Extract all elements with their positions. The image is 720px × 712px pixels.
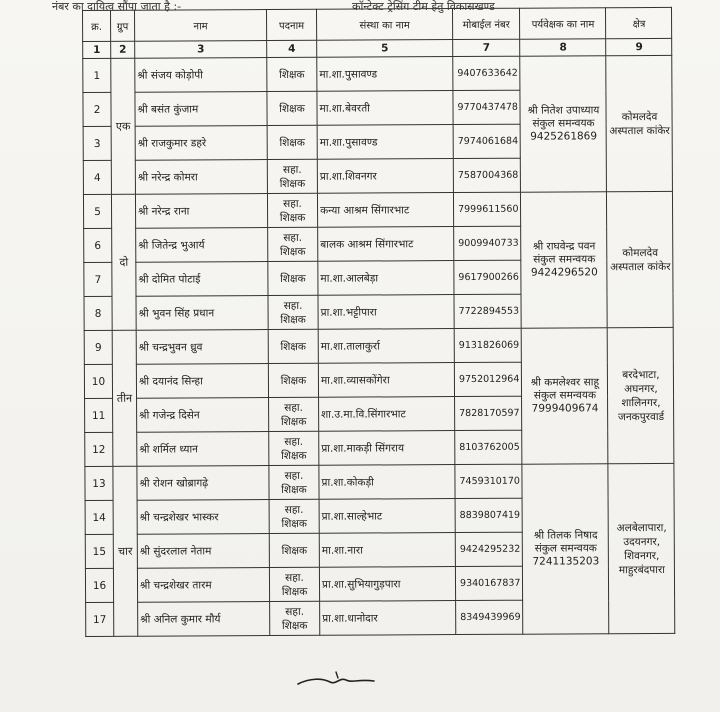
- row-name: श्री संजय कोड़ोपी: [135, 58, 267, 93]
- row-org: मा.शा.तालाकुर्रा: [318, 329, 454, 364]
- row-mobile: 9752012964: [454, 362, 522, 396]
- row-name: श्री सुंदरलाल नेताम: [137, 534, 269, 569]
- row-post: सहा. शिक्षक: [268, 227, 318, 261]
- row-sn: 13: [85, 466, 113, 500]
- row-org: मा.शा.व्यासकोंगेरा: [318, 363, 454, 398]
- row-post: शिक्षक: [269, 533, 319, 567]
- row-mobile: 9770437478: [453, 90, 521, 124]
- row-sn: 17: [86, 602, 114, 636]
- header-org: संस्था का नाम: [316, 9, 452, 41]
- table-row: [83, 55, 673, 92]
- row-post: शिक्षक: [268, 329, 318, 363]
- top-note-right: कॉन्टेक्ट ट्रेसिंग टीम हेतु विकासखण्ड: [352, 0, 495, 13]
- contact-tracing-table: [82, 7, 676, 637]
- row-mobile: 7722894553: [454, 294, 522, 328]
- group-cell: चार: [113, 466, 138, 636]
- supervisor-cell: [522, 464, 609, 634]
- row-post: शिक्षक: [268, 261, 318, 295]
- row-post: सहा. शिक्षक: [269, 431, 319, 465]
- row-org: प्रा.शा.शिवनगर: [317, 159, 453, 194]
- row-sn: 16: [85, 568, 113, 602]
- row-post: सहा. शिक्षक: [269, 397, 319, 431]
- row-post: शिक्षक: [267, 91, 317, 125]
- row-mobile: 7828170597: [455, 396, 523, 430]
- row-sn: 12: [85, 432, 113, 466]
- col-index: 5: [317, 40, 453, 58]
- row-mobile: 7999611560: [453, 192, 521, 226]
- row-post: शिक्षक: [267, 57, 317, 91]
- supervisor-phone: 9425261869: [530, 130, 598, 143]
- row-org: कन्या आश्रम सिंगारभाट: [317, 193, 453, 228]
- signature-mark: [296, 668, 376, 692]
- row-mobile: 8839807419: [455, 498, 523, 532]
- header-group: ग्रुप: [111, 10, 135, 41]
- row-mobile: 9340167837: [455, 566, 523, 600]
- row-post: सहा. शिक्षक: [269, 567, 319, 601]
- row-name: श्री रोशन खोब्रागढ़े: [137, 466, 269, 501]
- area-cell: कोमलदेव अस्पताल कांकेर: [607, 191, 674, 327]
- table-row: [83, 191, 673, 228]
- header-area: क्षेत्र: [606, 7, 672, 38]
- row-name: श्री दयानंद सिन्हा: [136, 364, 268, 399]
- area-cell: बरदेभाटा, अघनगर, शालिनगर, जनकपुरवार्ड: [608, 327, 675, 463]
- header-name: नाम: [135, 10, 267, 42]
- col-index: 2: [111, 41, 135, 58]
- row-post: सहा. शिक्षक: [267, 193, 317, 227]
- row-mobile: 9617900266: [454, 260, 522, 294]
- row-sn: 5: [83, 194, 111, 228]
- row-org: बालक आश्रम सिंगारभाट: [318, 227, 454, 262]
- row-post: सहा. शिक्षक: [267, 159, 317, 193]
- row-sn: 11: [85, 398, 113, 432]
- supervisor-name: श्री नितेश उपाध्याय संकुल समन्वयक: [527, 104, 600, 130]
- col-index: 7: [453, 39, 521, 56]
- row-sn: 6: [84, 228, 112, 262]
- group-cell: एक: [111, 58, 136, 194]
- supervisor-name: श्री तिलक निषाद संकुल समन्वयक: [533, 529, 598, 555]
- table-row: [84, 327, 674, 364]
- row-post: शिक्षक: [268, 363, 318, 397]
- row-name: श्री शर्मिल ध्यान: [137, 432, 269, 467]
- row-mobile: 9407633642: [453, 56, 521, 90]
- row-name: श्री भुवन सिंह प्रधान: [136, 296, 268, 331]
- supervisor-phone: 9424296520: [530, 266, 598, 279]
- row-mobile: 7587004368: [453, 158, 521, 192]
- supervisor-cell: [522, 328, 609, 464]
- col-index: 9: [606, 38, 672, 55]
- row-sn: 10: [84, 364, 112, 398]
- row-name: श्री चन्द्रभुवन ध्रुव: [136, 330, 268, 365]
- row-org: प्रा.शा.साल्हेभाट: [319, 499, 455, 534]
- row-post: शिक्षक: [267, 125, 317, 159]
- row-sn: 14: [85, 500, 113, 534]
- row-name: श्री नरेन्द्र राना: [135, 194, 267, 229]
- row-mobile: 9131826069: [454, 328, 522, 362]
- supervisor-phone: 7999409674: [531, 402, 599, 415]
- row-name: श्री अनिल कुमार मौर्य: [138, 602, 270, 637]
- group-cell: तीन: [112, 330, 137, 466]
- header-supervisor: पर्यवेक्षक का नाम: [520, 8, 606, 39]
- col-index: 3: [135, 41, 267, 59]
- row-name: श्री नरेन्द्र कोमरा: [135, 160, 267, 195]
- top-note-left: नंबर का दायित्व सौंपा जाता है :-: [52, 0, 182, 13]
- row-sn: 7: [84, 262, 112, 296]
- row-mobile: 8103762005: [455, 430, 523, 464]
- row-sn: 8: [84, 296, 112, 330]
- row-mobile: 9424295232: [455, 532, 523, 566]
- header-row: [83, 7, 673, 41]
- row-sn: 3: [83, 126, 111, 160]
- header-post: पदनाम: [267, 9, 317, 40]
- col-index: 8: [520, 39, 606, 56]
- row-name: श्री चन्द्रशेखर भास्कर: [137, 500, 269, 535]
- row-sn: 4: [83, 160, 111, 194]
- row-post: सहा. शिक्षक: [270, 601, 320, 635]
- supervisor-cell: [520, 56, 607, 192]
- row-name: श्री चन्द्रशेखर तारम: [137, 568, 269, 603]
- row-sn: 1: [83, 58, 111, 92]
- area-cell: कोमलदेव अस्पताल कांकेर: [606, 55, 673, 191]
- col-index: 1: [83, 41, 111, 58]
- group-cell: दो: [111, 194, 136, 330]
- row-org: मा.शा.आलबेड़ा: [318, 261, 454, 296]
- row-name: श्री गजेन्द्र दिसेन: [137, 398, 269, 433]
- row-org: प्रा.शा.कोकड़ी: [319, 465, 455, 500]
- row-sn: 15: [85, 534, 113, 568]
- supervisor-cell: [521, 192, 608, 328]
- supervisor-name: श्री राघवेन्द्र पवन संकुल समन्वयक: [532, 240, 596, 266]
- area-cell: अलबेलापारा, उदयनगर, शिवनगर, माहुरबंदपारा: [608, 463, 675, 633]
- row-org: शा.उ.मा.वि.सिंगारभाट: [319, 397, 455, 432]
- row-sn: 9: [84, 330, 112, 364]
- row-name: श्री बसंत कुंजाम: [135, 92, 267, 127]
- supervisor-phone: 7241135203: [532, 555, 600, 568]
- row-org: मा.शा.पुसावण्ड: [317, 57, 453, 92]
- row-org: मा.शा.नारा: [319, 533, 455, 568]
- row-org: प्रा.शा.धानोदार: [320, 601, 456, 636]
- row-post: सहा. शिक्षक: [268, 295, 318, 329]
- supervisor-name: श्री कमलेश्वर साहू संकुल समन्वयक: [530, 376, 600, 402]
- row-org: प्रा.शा.भट्टीपारा: [318, 295, 454, 330]
- row-mobile: 9009940733: [454, 226, 522, 260]
- row-name: श्री जितेन्द्र भुआर्य: [136, 228, 268, 263]
- row-org: प्रा.शा.माकड़ी सिंगराय: [319, 431, 455, 466]
- row-org: मा.शा.पुसावण्ड: [317, 125, 453, 160]
- header-sn: क्र.: [83, 10, 111, 41]
- row-name: श्री राजकुमार डहरे: [135, 126, 267, 161]
- row-mobile: 8349439969: [456, 600, 524, 634]
- row-post: सहा. शिक्षक: [269, 465, 319, 499]
- table-row: [85, 463, 675, 500]
- row-org: प्रा.शा.सुभियागुड़पारा: [319, 567, 455, 602]
- header-mobile: मोबाईल नंबर: [452, 8, 520, 39]
- row-name: श्री दोमित पोटाई: [136, 262, 268, 297]
- row-mobile: 7974061684: [453, 124, 521, 158]
- row-sn: 2: [83, 92, 111, 126]
- col-index: 4: [267, 40, 317, 57]
- row-post: सहा. शिक्षक: [269, 499, 319, 533]
- row-mobile: 7459310170: [455, 464, 523, 498]
- row-org: मा.शा.बेवरती: [317, 91, 453, 126]
